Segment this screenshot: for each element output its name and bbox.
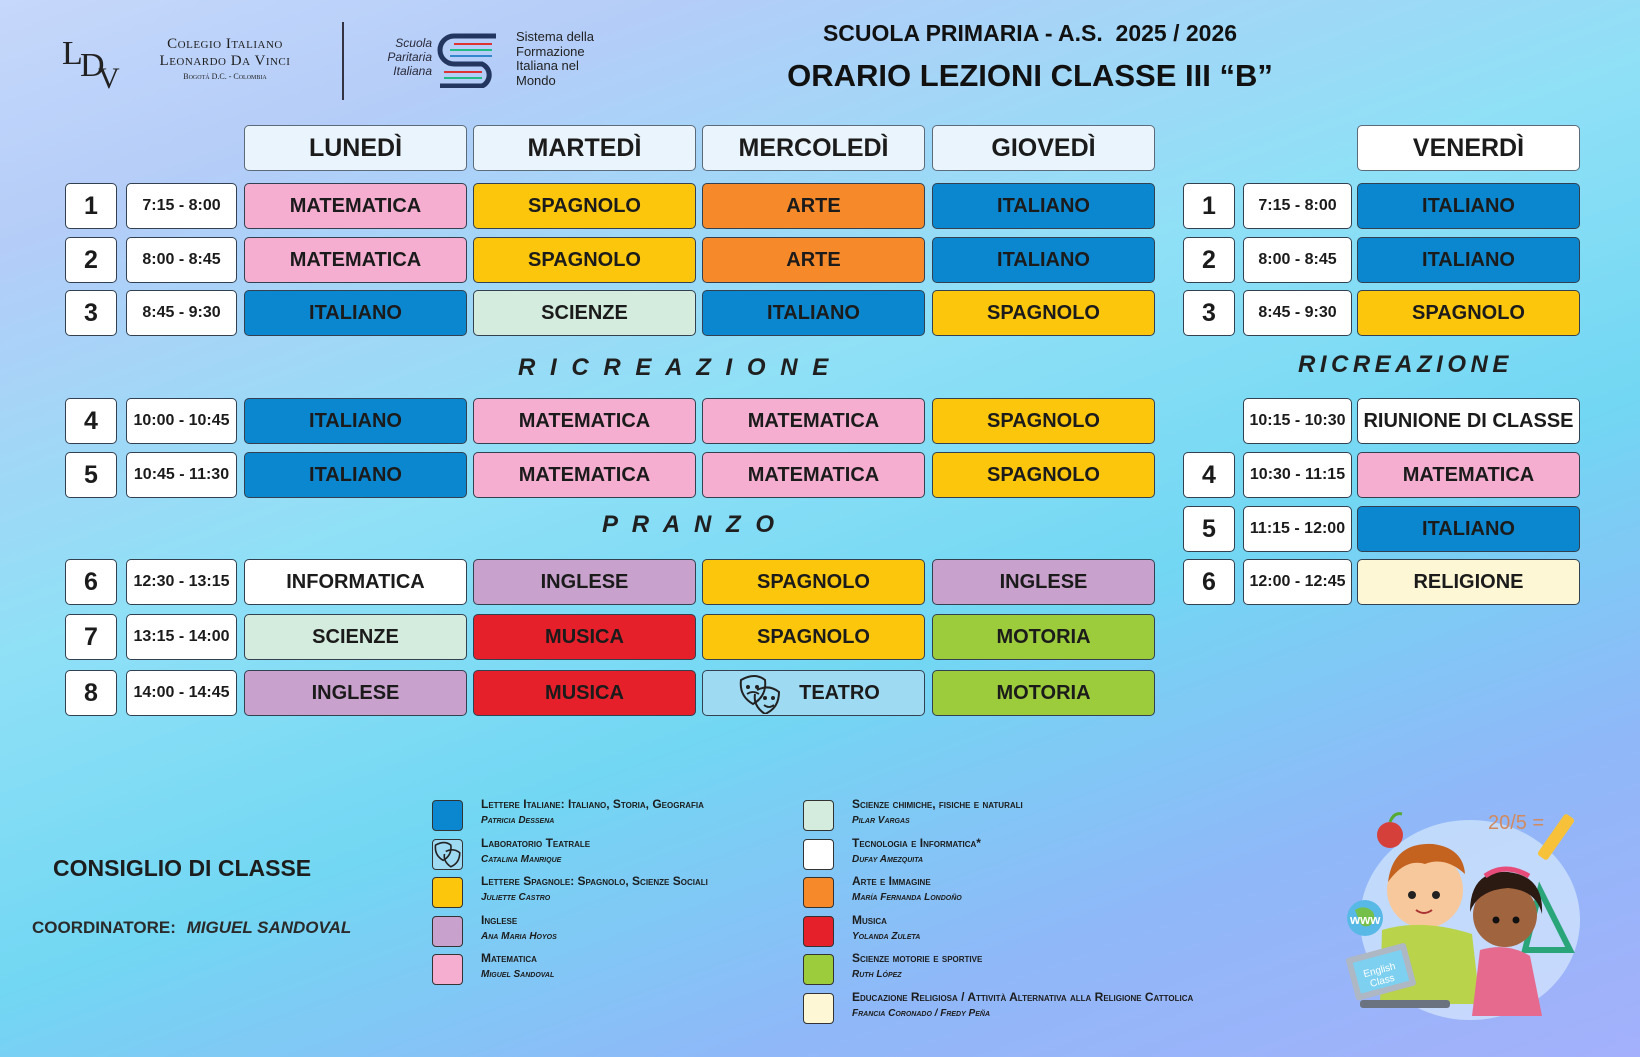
legend-swatch [432, 800, 463, 831]
subject-cell [932, 183, 1155, 229]
period-time: 14:00 - 14:45 [126, 670, 237, 716]
sistema-text [516, 30, 594, 88]
subject-label: SPAGNOLO [987, 301, 1100, 324]
legend-teacher: Miguel Sandoval [481, 969, 555, 980]
school-line1: Colegio Italiano [167, 36, 283, 52]
subject-label: INGLESE [311, 681, 400, 704]
friday-subject-cell: ITALIANO [1357, 506, 1580, 552]
scuola-line: Scuola [395, 36, 432, 50]
subject-cell [473, 614, 696, 660]
svg-text:L: L [62, 35, 83, 72]
period-time: 12:30 - 13:15 [126, 559, 237, 605]
coordinatore [32, 918, 351, 938]
www-text: www [1350, 912, 1381, 927]
sistema-line: Formazione [516, 43, 585, 59]
subject-cell [932, 290, 1155, 336]
subject-label: ARTE [786, 194, 841, 217]
legend-teacher: Ana Maria Hoyos [481, 930, 557, 942]
subject-label: MATEMATICA [747, 463, 880, 486]
subject-cell [932, 237, 1155, 283]
subject-label: MATEMATICA [289, 194, 422, 217]
legend-swatch [803, 954, 834, 985]
english-class-text: English Class [1362, 961, 1397, 990]
friday-period-number: 6 [1183, 559, 1235, 605]
subject-cell [702, 670, 925, 716]
legend-subject: Tecnologia e Informatica* [852, 835, 981, 850]
legend-teacher: Yolanda Zuleta [852, 930, 921, 942]
period-number: 6 [65, 559, 117, 605]
legend-subject: Matematica [481, 951, 537, 965]
day-header-mercoledi: MERCOLEDÌ [702, 125, 925, 171]
friday-period-time: 12:00 - 12:45 [1243, 559, 1352, 605]
legend-teacher: María Fernanda Londoño [852, 892, 962, 903]
subject-cell [244, 290, 467, 336]
title-line1: SCUOLA PRIMARIA - A.S. 2025 / 2026 [822, 20, 1238, 46]
friday-subject-cell: RELIGIONE [1357, 559, 1580, 605]
subject-label: ITALIANO [309, 409, 402, 432]
school-city: Bogotá D.C. - Colombia [183, 72, 267, 81]
school-line2: Leonardo Da Vinci [159, 53, 291, 69]
period-time: 8:00 - 8:45 [126, 237, 237, 283]
school-name [140, 36, 310, 81]
consiglio-title: CONSIGLIO DI CLASSE [53, 855, 312, 881]
legend-swatch [803, 839, 834, 870]
friday-period-number: 4 [1183, 452, 1235, 498]
subject-label: SPAGNOLO [757, 570, 870, 593]
period-number: 2 [65, 237, 117, 283]
day-header-venerdi: VENERDÌ [1357, 125, 1580, 171]
period-number: 8 [65, 670, 117, 716]
friday-period-time: 7:15 - 8:00 [1243, 183, 1352, 229]
legend-teacher: Francia Coronado / Fredy Peña [852, 1007, 991, 1019]
period-number: 7 [65, 614, 117, 660]
subject-label: MATEMATICA [518, 409, 651, 432]
friday-subject-cell: ITALIANO [1357, 183, 1580, 229]
day-header-giovedi: GIOVEDÌ [932, 125, 1155, 171]
pranzo-label: P R A N Z O [602, 511, 774, 538]
subject-cell [244, 452, 467, 498]
subject-cell [702, 614, 925, 660]
friday-period-time: 8:00 - 8:45 [1243, 237, 1352, 283]
legend-subject: Musica [852, 912, 887, 927]
subject-cell [702, 183, 925, 229]
svg-text:D: D [80, 47, 105, 84]
subject-label: SPAGNOLO [987, 463, 1100, 486]
subject-label: SPAGNOLO [987, 409, 1100, 432]
day-header-martedi: MARTEDÌ [473, 125, 696, 171]
coordinatore-label: COORDINATORE: [32, 918, 176, 937]
subject-label: SPAGNOLO [757, 625, 870, 648]
friday-period-time: 10:15 - 10:30 [1243, 398, 1352, 444]
legend-subject: Lettere Spagnole: Spagnolo, Scienze Sociali [481, 874, 708, 888]
legend-subject: Arte e Immagine [852, 874, 931, 888]
period-number: 5 [65, 452, 117, 498]
legend-subject: Scienze motorie e sportive [852, 951, 983, 965]
subject-label: MUSICA [545, 681, 624, 704]
subject-cell [702, 237, 925, 283]
subject-cell [932, 398, 1155, 444]
period-time: 10:45 - 11:30 [126, 452, 237, 498]
subject-label: MOTORIA [996, 681, 1091, 704]
subject-label: MATEMATICA [518, 463, 651, 486]
subject-label: SCIENZE [312, 625, 399, 648]
subject-cell [473, 670, 696, 716]
legend-teacher: Ruth López [852, 969, 902, 980]
legend-swatch [803, 916, 834, 947]
legend-swatch [432, 839, 463, 870]
legend-subject: Inglese [481, 912, 518, 927]
subject-label: INGLESE [540, 570, 629, 593]
friday-period-time: 10:30 - 11:15 [1243, 452, 1352, 498]
subject-cell [473, 290, 696, 336]
friday-period-number: 2 [1183, 237, 1235, 283]
theater-masks-icon [737, 674, 781, 714]
ricreazione-label: R I C R E A Z I O N E [518, 354, 829, 381]
period-number: 1 [65, 183, 117, 229]
subject-label: ITALIANO [997, 194, 1090, 217]
page-title: ORARIO LEZIONI CLASSE III “B” [787, 58, 1273, 93]
period-number: 4 [65, 398, 117, 444]
sistema-line: Mondo [516, 72, 556, 88]
friday-period-time: 11:15 - 12:00 [1243, 506, 1352, 552]
theater-masks-icon [433, 840, 461, 868]
subject-cell [244, 398, 467, 444]
subject-cell [244, 237, 467, 283]
subject-cell [244, 183, 467, 229]
math-sum: 20/5 = [1488, 812, 1545, 834]
legend-teacher: Dufay Amezquita [852, 853, 924, 865]
friday-subject-cell: MATEMATICA [1357, 452, 1580, 498]
day-header-lunedi: LUNEDÌ [244, 125, 467, 171]
subject-cell [702, 559, 925, 605]
friday-period-number: 3 [1183, 290, 1235, 336]
header-divider [342, 22, 344, 100]
legend-swatch [803, 993, 834, 1024]
subject-label: SCIENZE [541, 301, 628, 324]
subject-label: SPAGNOLO [528, 194, 641, 217]
subject-label: MUSICA [545, 625, 624, 648]
legend-subject: Educazione Religiosa / Attività Alternativa alla Religione Cattolica [852, 989, 1194, 1004]
school-logo [60, 30, 130, 90]
friday-subject-cell: ITALIANO [1357, 237, 1580, 283]
friday-period-number: 1 [1183, 183, 1235, 229]
legend-teacher: Pilar Vargas [852, 815, 910, 826]
period-time: 10:00 - 10:45 [126, 398, 237, 444]
subject-cell [473, 452, 696, 498]
subject-label: MOTORIA [996, 625, 1091, 648]
subject-cell [473, 183, 696, 229]
subject-cell [702, 398, 925, 444]
period-time: 8:45 - 9:30 [126, 290, 237, 336]
legend-subject: Laboratorio Teatrale [481, 835, 591, 850]
legend-swatch [432, 916, 463, 947]
scuola-paritaria [372, 36, 432, 78]
coordinatore-name: MIGUEL SANDOVAL [186, 918, 352, 937]
subject-cell [702, 290, 925, 336]
subject-label: INFORMATICA [286, 570, 425, 593]
sistema-line: Sistema della [516, 29, 595, 44]
period-time: 7:15 - 8:00 [126, 183, 237, 229]
legend-swatch [432, 877, 463, 908]
subject-label: TEATRO [799, 681, 880, 704]
friday-subject-cell: SPAGNOLO [1357, 290, 1580, 336]
scuola-line: Paritaria [387, 50, 432, 64]
friday-ricreazione-label: RICREAZIONE [1298, 351, 1513, 378]
subject-cell [244, 614, 467, 660]
subject-cell [244, 670, 467, 716]
subject-label: MATEMATICA [289, 248, 422, 271]
subject-label: ITALIANO [309, 463, 402, 486]
legend-teacher: Patricia Dessena [481, 815, 555, 826]
friday-subject-cell: RIUNIONE DI CLASSE [1357, 398, 1580, 444]
sistema-line: Italiana nel [516, 58, 579, 73]
subject-cell [702, 452, 925, 498]
legend-swatch [803, 877, 834, 908]
legend-teacher: Juliette Castro [481, 892, 551, 903]
period-time: 13:15 - 14:00 [126, 614, 237, 660]
subject-cell [932, 559, 1155, 605]
subject-label: INGLESE [999, 570, 1088, 593]
subject-cell [932, 614, 1155, 660]
subject-label: MATEMATICA [747, 409, 880, 432]
subject-label: ITALIANO [309, 301, 402, 324]
subject-cell [473, 398, 696, 444]
svg-text:V: V [98, 62, 120, 90]
legend-swatch [432, 954, 463, 985]
period-number: 3 [65, 290, 117, 336]
subject-cell [932, 670, 1155, 716]
legend-teacher: Catalina Manrique [481, 853, 562, 865]
subject-label: SPAGNOLO [528, 248, 641, 271]
legend-swatch [803, 800, 834, 831]
friday-period-number: 5 [1183, 506, 1235, 552]
kids-illustration [1330, 800, 1610, 1030]
subject-label: ARTE [786, 248, 841, 271]
subject-cell [244, 559, 467, 605]
scuola-line: Italiana [393, 64, 432, 78]
friday-period-time: 8:45 - 9:30 [1243, 290, 1352, 336]
subject-cell [932, 452, 1155, 498]
subject-label: ITALIANO [767, 301, 860, 324]
legend-subject: Scienze chimiche, fisiche e naturali [852, 797, 1023, 811]
legend-subject: Lettere Italiane: Italiano, Storia, Geografia [481, 797, 704, 811]
sistema-logo-icon [436, 30, 500, 88]
subject-cell [473, 237, 696, 283]
subject-label: ITALIANO [997, 248, 1090, 271]
subject-cell [473, 559, 696, 605]
